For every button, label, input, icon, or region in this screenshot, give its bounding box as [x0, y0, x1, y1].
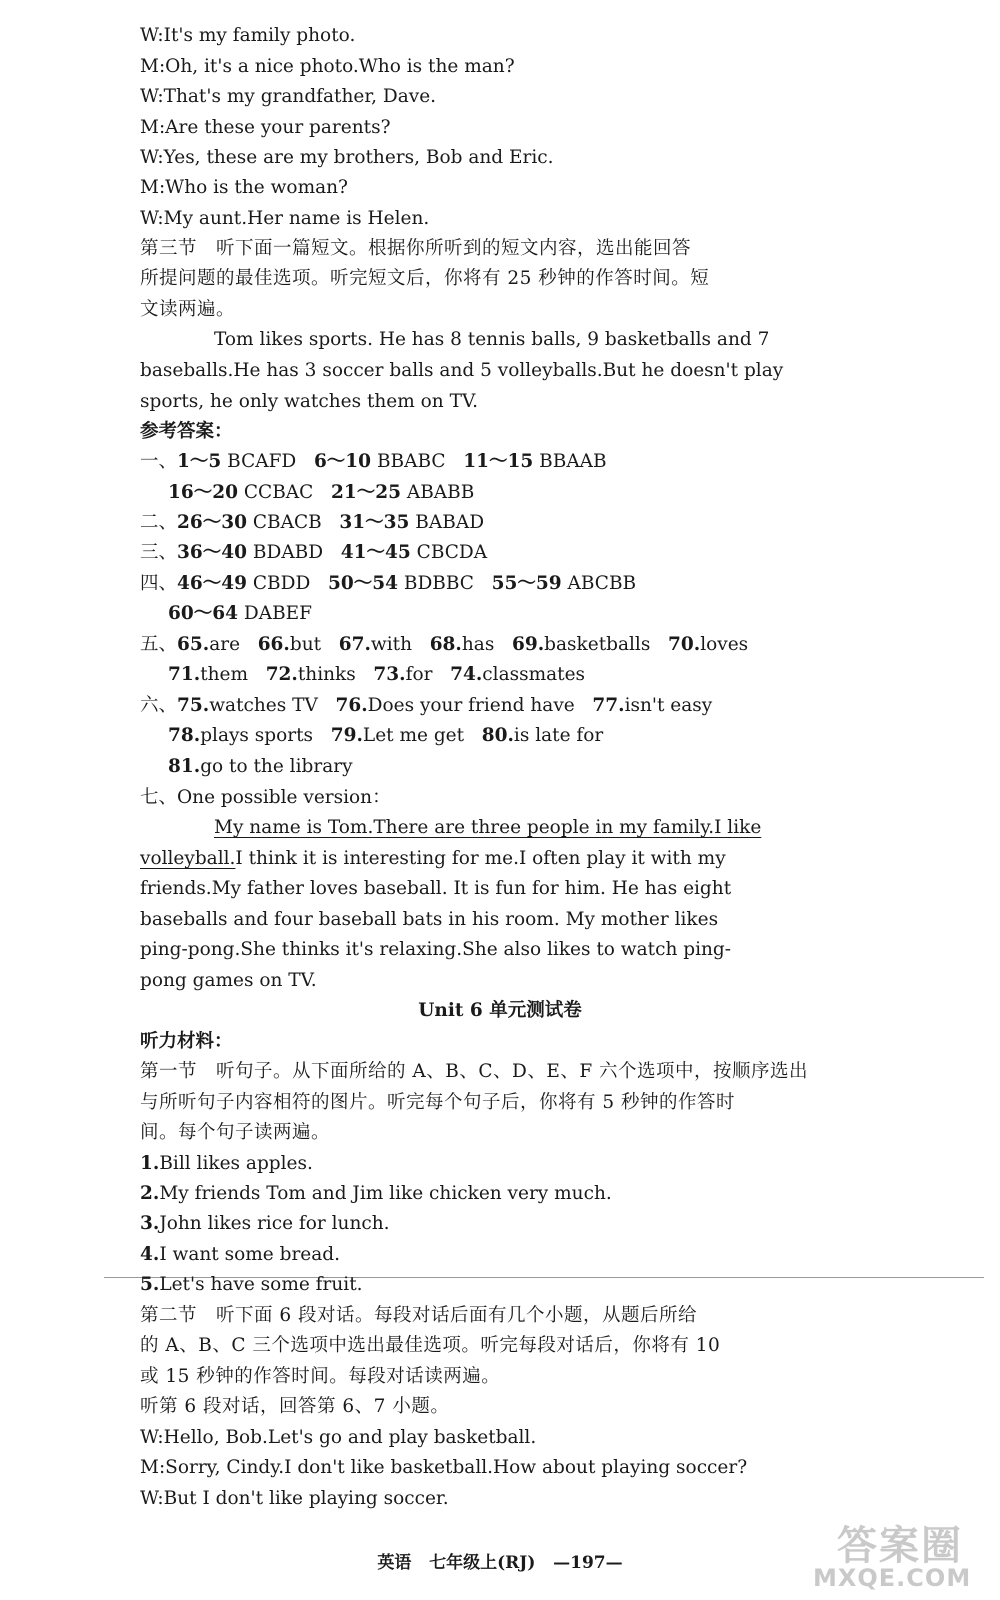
- answer-row-six: [140, 692, 978, 720]
- dialogue-line: M:Sorry, Cindy.I don't like basketball.How about playing soccer?: [140, 1457, 748, 1478]
- sentence-text: John likes rice for lunch.: [159, 1213, 390, 1234]
- answer-value: CBACB: [247, 512, 322, 533]
- watermark-text: 答案圈: [837, 1523, 963, 1569]
- sentence-num: 3.: [140, 1213, 160, 1234]
- section3-instruction: 文读两遍。: [140, 299, 236, 320]
- listening-heading: 听力材料：: [140, 1031, 233, 1052]
- sentence-item: [140, 1241, 978, 1269]
- dialogue-line: W:That's my grandfather, Dave.: [140, 86, 437, 107]
- answer-range: 50～54: [327, 573, 398, 594]
- sentence-num: 2.: [140, 1183, 160, 1204]
- answer-value: them: [200, 664, 249, 685]
- answer-row-seven-label: 七、One possible version：: [140, 787, 391, 808]
- sentence-text: I want some bread.: [159, 1244, 341, 1265]
- answer-range: 6～10: [313, 451, 372, 472]
- answer-row-one-cont: [168, 479, 978, 507]
- answer-value: has: [461, 634, 495, 655]
- answer-value: DABEF: [238, 603, 313, 624]
- answer-num: 77.: [592, 695, 625, 716]
- answer-value: for: [405, 664, 433, 685]
- footer-grade: 七年级上(RJ): [429, 1553, 536, 1573]
- essay-text: I think it is interesting for me.I often play it with my: [235, 848, 726, 869]
- essay-line: My name is Tom.There are three people in my family.I like: [214, 817, 762, 838]
- answer-num: 81.: [168, 756, 201, 777]
- answer-row-one: [140, 448, 978, 476]
- section-prefix: 五、: [140, 634, 178, 655]
- answer-value: BBAAB: [533, 451, 607, 472]
- answer-range: 11～15: [463, 451, 534, 472]
- dialogue-line: W:Hello, Bob.Let's go and play basketball.: [140, 1427, 537, 1448]
- answer-range: 16～20: [168, 482, 238, 503]
- dialogue-line: W:Yes, these are my brothers, Bob and Eric.: [140, 147, 554, 168]
- answer-num: 78.: [168, 725, 201, 746]
- answers-heading: 参考答案：: [140, 421, 233, 442]
- sentence-num: 5.: [140, 1274, 160, 1295]
- answer-value: BCAFD: [221, 451, 297, 472]
- answer-range: 41～45: [340, 542, 411, 563]
- answer-row-four-cont: [168, 600, 978, 628]
- answer-value: watches TV: [209, 695, 318, 716]
- dialogue-line: M:Oh, it's a nice photo.Who is the man?: [140, 56, 515, 77]
- answer-value: is late for: [513, 725, 604, 746]
- sentence-text: Bill likes apples.: [159, 1153, 313, 1174]
- answer-value: ABCBB: [561, 573, 637, 594]
- answer-range: 55～59: [491, 573, 562, 594]
- essay-line: baseballs and four baseball bats in his room. My mother likes: [140, 909, 719, 930]
- passage-line: Tom likes sports. He has 8 tennis balls, 9 basketballs and 7: [214, 329, 770, 350]
- essay-line: pong games on TV.: [140, 970, 317, 991]
- unit-title: Unit 6 单元测试卷: [418, 1000, 582, 1021]
- sentence-item: [140, 1271, 978, 1299]
- answer-range: 36～40: [177, 542, 248, 563]
- essay-underlined: volleyball.: [140, 848, 236, 869]
- answer-num: 65.: [177, 634, 210, 655]
- answer-value: thinks: [297, 664, 356, 685]
- answer-num: 75.: [177, 695, 210, 716]
- section-prefix: 二、: [140, 512, 178, 533]
- answer-value: CCBAC: [238, 482, 314, 503]
- sentence-item: [140, 1150, 978, 1178]
- answer-value: BDBBC: [397, 573, 474, 594]
- answer-num: 67.: [338, 634, 371, 655]
- section-prefix: 四、: [140, 573, 178, 594]
- answer-num: 71.: [168, 664, 201, 685]
- answer-value: loves: [700, 634, 749, 655]
- answer-num: 79.: [330, 725, 363, 746]
- essay-line: [140, 845, 978, 873]
- answer-value: classmates: [482, 664, 586, 685]
- answer-row-three: [140, 539, 978, 567]
- watermark-url: MXQE.COM: [813, 1564, 972, 1592]
- answer-value: with: [370, 634, 413, 655]
- answer-num: 74.: [450, 664, 483, 685]
- answer-row-four: [140, 570, 978, 598]
- section2-instruction: 或 15 秒钟的作答时间。每段对话读两遍。: [140, 1366, 501, 1387]
- answer-range: 46～49: [177, 573, 248, 594]
- dialogue-line: M:Are these your parents?: [140, 117, 391, 138]
- answer-value: ABABB: [400, 482, 475, 503]
- answer-num: 68.: [429, 634, 462, 655]
- answer-range: 1～5: [177, 451, 222, 472]
- essay-line: friends.My father loves baseball. It is fun for him. He has eight: [140, 878, 732, 899]
- answer-row-five-cont: [168, 661, 978, 689]
- answer-num: 66.: [257, 634, 290, 655]
- sentence-item: [140, 1180, 978, 1208]
- answer-value: are: [209, 634, 241, 655]
- answer-value: BDABD: [247, 542, 324, 563]
- answer-value: Let me get: [362, 725, 465, 746]
- section-prefix: 一、: [140, 451, 178, 472]
- watermark-logo: [813, 1514, 988, 1592]
- answer-value: isn't easy: [624, 695, 713, 716]
- answer-num: 70.: [668, 634, 701, 655]
- answer-num: 69.: [511, 634, 545, 655]
- answer-range: 26～30: [177, 512, 248, 533]
- sentence-text: Let's have some fruit.: [159, 1274, 363, 1295]
- page-number: —197—: [553, 1553, 623, 1573]
- footer-subject: 英语: [377, 1553, 412, 1573]
- answer-num: 72.: [265, 664, 298, 685]
- passage-line: sports, he only watches them on TV.: [140, 391, 478, 412]
- answer-value: but: [289, 634, 322, 655]
- answer-value: plays sports: [200, 725, 314, 746]
- answer-num: 76.: [335, 695, 368, 716]
- answer-range: 31～35: [339, 512, 410, 533]
- answer-value: BABAD: [409, 512, 485, 533]
- dialogue-line: M:Who is the woman?: [140, 177, 348, 198]
- answer-value: go to the library: [200, 756, 353, 777]
- dialogue-line: W:My aunt.Her name is Helen.: [140, 208, 430, 229]
- answer-value: Does your friend have: [367, 695, 575, 716]
- sentence-item: [140, 1210, 978, 1238]
- sentence-num: 4.: [140, 1244, 160, 1265]
- answer-row-five: [140, 631, 978, 659]
- answer-num: 80.: [481, 725, 514, 746]
- section2-instruction: 的 A、B、C 三个选项中选出最佳选项。听完每段对话后，你将有 10: [140, 1335, 721, 1356]
- answer-row-six-cont: [168, 722, 978, 750]
- dialogue6-intro: 听第 6 段对话，回答第 6、7 小题。: [140, 1396, 450, 1417]
- answer-value: CBDD: [247, 573, 311, 594]
- section-prefix: 六、: [140, 695, 178, 716]
- sentence-text: My friends Tom and Jim like chicken very much.: [159, 1183, 612, 1204]
- answer-value: basketballs: [544, 634, 651, 655]
- section3-instruction: 第三节 听下面一篇短文。根据你所听到的短文内容，选出能回答: [140, 238, 692, 259]
- section1-instruction: 第一节 听句子。从下面所给的 A、B、C、D、E、F 六个选项中，按顺序选出: [140, 1061, 809, 1082]
- essay-line: ping-pong.She thinks it's relaxing.She also likes to watch ping-: [140, 939, 732, 960]
- answer-range: 60～64: [168, 603, 238, 624]
- section3-instruction: 所提问题的最佳选项。听完短文后，你将有 25 秒钟的作答时间。短: [140, 268, 710, 289]
- section2-instruction: 第二节 听下面 6 段对话。每段对话后面有几个小题，从题后所给: [140, 1305, 698, 1326]
- answer-row-two: [140, 509, 978, 537]
- answer-range: 21～25: [330, 482, 401, 503]
- answer-row-six-cont: [168, 753, 978, 781]
- dialogue-line: W:But I don't like playing soccer.: [140, 1488, 449, 1509]
- passage-line: baseballs.He has 3 soccer balls and 5 volleyballs.But he doesn't play: [140, 360, 784, 381]
- answer-value: BBABC: [371, 451, 446, 472]
- answer-value: CBCDA: [410, 542, 488, 563]
- dialogue-line: W:It's my family photo.: [140, 25, 356, 46]
- answer-num: 73.: [373, 664, 406, 685]
- section-prefix: 三、: [140, 542, 178, 563]
- section1-instruction: 间。每个句子读两遍。: [140, 1122, 331, 1143]
- sentence-num: 1.: [140, 1153, 160, 1174]
- section1-instruction: 与所听句子内容相符的图片。听完每个句子后，你将有 5 秒钟的作答时: [140, 1092, 736, 1113]
